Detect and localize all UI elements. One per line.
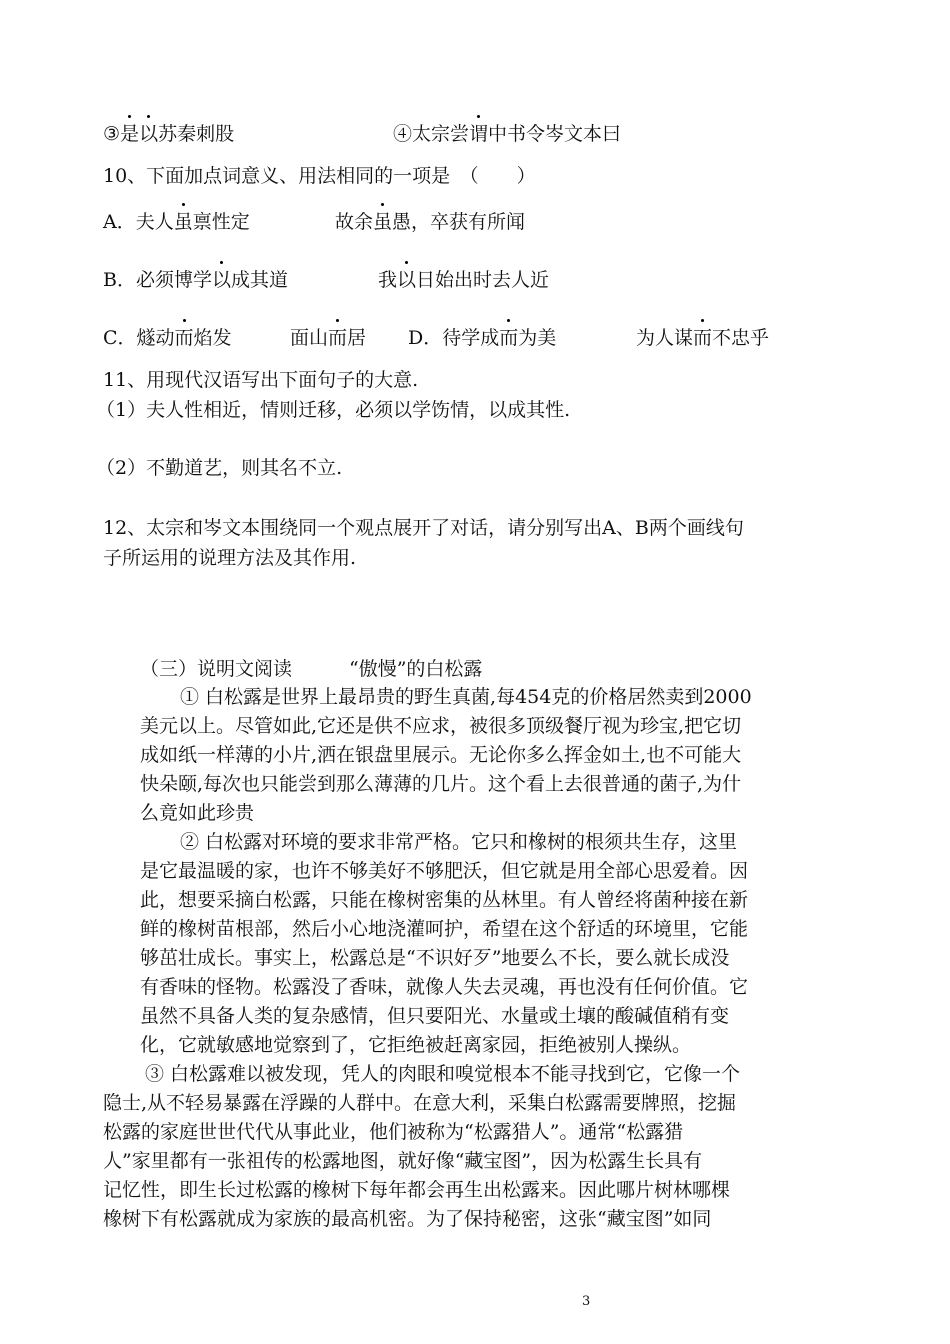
- q10-option-c-1: [103, 326, 232, 350]
- q12-line-1: 12、太宗和岑文本围绕同一个观点展开了对话，请分别写出A、B两个画线句: [103, 517, 744, 539]
- text: C．燧动: [103, 327, 175, 349]
- q10-option-d-2: [636, 326, 769, 350]
- dotted-char: 以: [139, 123, 159, 145]
- text: 我: [378, 269, 398, 291]
- text: 面山: [290, 327, 329, 349]
- p1-line: 美元以上。尽管如此,它还是供不应求，被很多顶级餐厅视为珍宝,把它切: [140, 715, 742, 737]
- p2-line: 鲜的橡树苗根部，然后小心地浇灌呵护，希望在这个舒适的环境里，它能: [140, 918, 749, 940]
- text: D．待学成: [408, 327, 500, 349]
- dotted-char: 虽: [373, 211, 393, 233]
- section3-heading: （三）说明文阅读 “傲慢”的白松露: [140, 658, 483, 680]
- dotted-char: 而: [174, 327, 194, 349]
- p2-line: ② 白松露对环境的要求非常严格。它只和橡树的根须共生存，这里: [180, 831, 738, 853]
- text: A．夫人: [103, 211, 174, 233]
- text: 为美: [518, 327, 557, 349]
- q10-option-a-1: [103, 210, 250, 234]
- p3-line: 松露的家庭世世代代从事此业，他们被称为“松露猎人”。通常“松露猎: [103, 1121, 684, 1143]
- p2-line: 虽然不具备人类的复杂感情，但只要阳光、水量或土壤的酸碱值稍有变: [140, 1005, 730, 1027]
- q9-option-c: [103, 122, 234, 146]
- q10-option-b-1: [103, 268, 288, 292]
- q11-stem: 11、用现代汉语写出下面句子的大意.: [103, 369, 419, 391]
- dotted-char: 而: [328, 327, 348, 349]
- q10-stem: 10、下面加点词意义、用法相同的一项是 （ ）: [103, 165, 536, 187]
- p3-line: 隐士,从不轻易暴露在浮躁的人群中。在意大利，采集白松露需要牌照，挖掘: [103, 1092, 737, 1114]
- dotted-char: 以: [211, 269, 231, 291]
- q11-sentence-2: （2）不勤道艺，则其名不立.: [96, 457, 343, 479]
- p1-line: 么竟如此珍贵: [140, 802, 255, 824]
- text: 成其道: [230, 269, 288, 291]
- text: 禀性定: [192, 211, 250, 233]
- text: 为人谋: [636, 327, 694, 349]
- p1-line: 快朵颐,每次也只能尝到那么薄薄的几片。这个看上去很普通的菌子,为什: [140, 773, 742, 795]
- p3-line: 人”家里都有一张祖传的松露地图，就好像“藏宝图”，因为松露生长具有: [103, 1150, 703, 1172]
- p3-line: 记忆性，即生长过松露的橡树下每年都会再生出松露来。因此哪片树林哪棵: [103, 1179, 731, 1201]
- text: 焰发: [193, 327, 232, 349]
- q9-option-d: [393, 122, 621, 146]
- p2-line: 够茁壮成长。事实上，松露总是“不识好歹”地要么不长，要么就长成没: [140, 947, 730, 969]
- p2-line: 是它最温暖的家，也许不够美好不够肥沃，但它就是用全部心思爱着。因: [140, 860, 749, 882]
- text: 不忠乎: [712, 327, 770, 349]
- q10-option-c-2: [290, 326, 366, 350]
- text: 居: [347, 327, 367, 349]
- p2-line: 有香味的怪物。松露没了香味，就像人失去灵魂，再也没有任何价值。它: [140, 976, 749, 998]
- dotted-char: 是: [120, 123, 140, 145]
- page-number: 3: [582, 1294, 591, 1309]
- p3-line: 橡树下有松露就成为家族的最高机密。为了保持秘密，这张“藏宝图”如同: [103, 1208, 712, 1230]
- q9-d-suffix: 中书令岑文本曰: [488, 123, 622, 145]
- p2-line: 此，想要采摘白松露，只能在橡树密集的丛林里。有人曾经将菌种接在新: [140, 889, 749, 911]
- dotted-char: 以: [397, 269, 417, 291]
- p1-line: ① 白松露是世界上最昂贵的野生真菌,每454克的价格居然卖到2000: [180, 686, 752, 708]
- q12-line-2: 子所运用的说理方法及其作用.: [103, 547, 357, 569]
- q10-option-b-2: [378, 268, 549, 292]
- text: 愚，卒获有所闻: [392, 211, 526, 233]
- text: 故余: [335, 211, 374, 233]
- q9-c-suffix: 苏秦刺股: [158, 123, 235, 145]
- dotted-char: 而: [693, 327, 713, 349]
- dotted-char: 而: [499, 327, 519, 349]
- p2-line: 化，它就敏感地觉察到了，它拒绝被赶离家园，拒绝被别人操纵。: [140, 1034, 692, 1056]
- q9-d-prefix: ④太宗尝: [393, 123, 470, 145]
- p1-line: 成如纸一样薄的小片,洒在银盘里展示。无论你多么挥金如土,也不可能大: [140, 744, 742, 766]
- q9-c-prefix: ③: [103, 123, 121, 145]
- q10-option-a-2: [335, 210, 525, 234]
- dotted-char: 谓: [469, 123, 489, 145]
- q11-sentence-1: （1）夫人性相近，情则迁移，必须以学饬情，以成其性.: [96, 399, 571, 421]
- dotted-char: 虽: [173, 211, 193, 233]
- q10-option-d-1: [408, 326, 556, 350]
- text: 日始出时去人近: [416, 269, 550, 291]
- text: B．必须博学: [103, 269, 212, 291]
- p3-line: ③ 白松露难以被发现，凭人的肉眼和嗅觉根本不能寻找到它，它像一个: [145, 1063, 741, 1085]
